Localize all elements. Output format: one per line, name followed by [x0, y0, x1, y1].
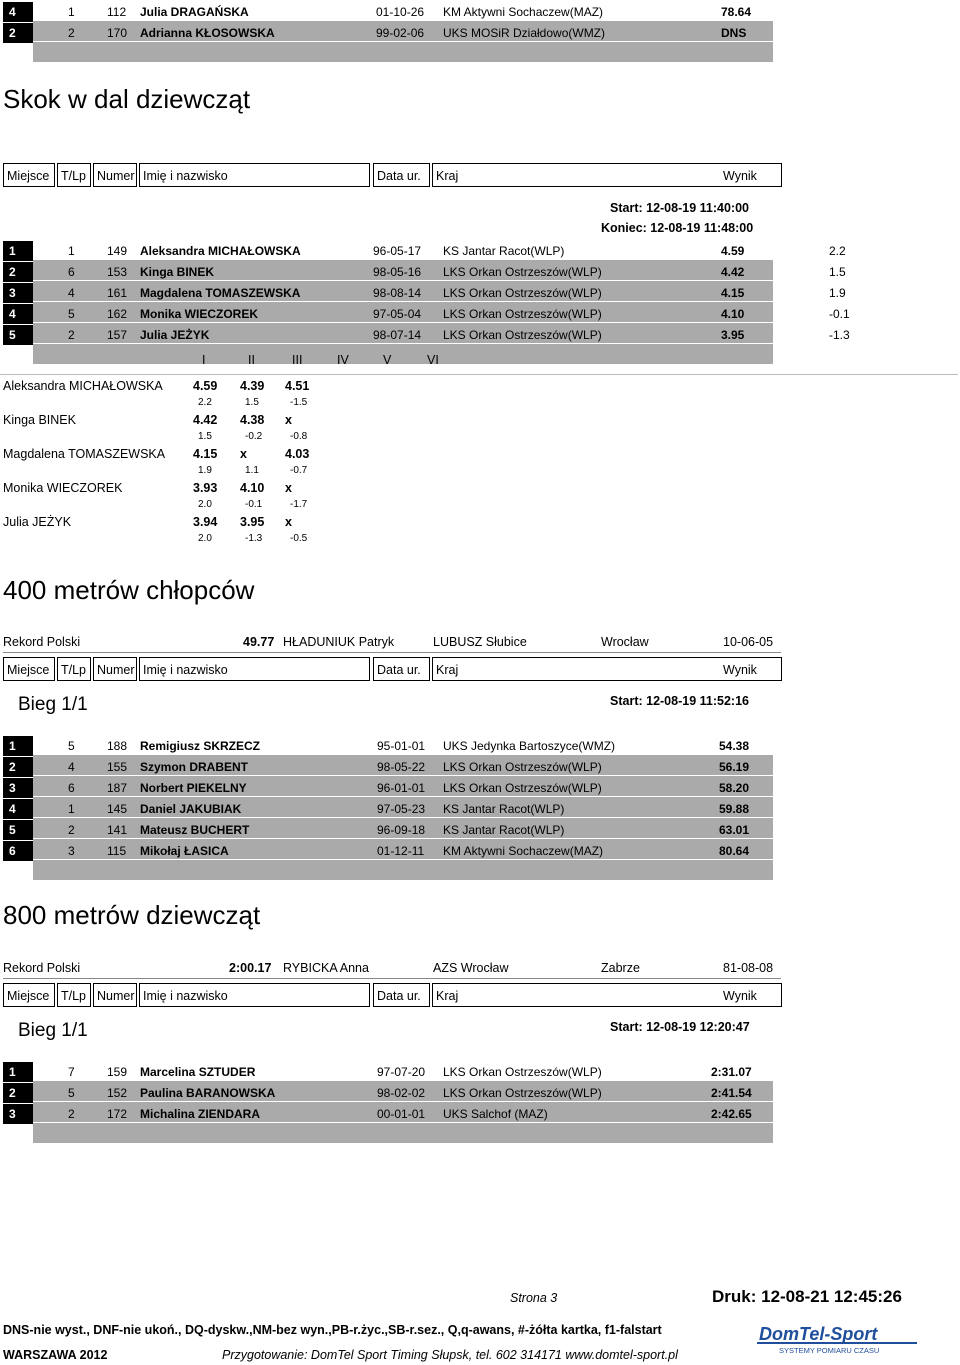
athlete-name: Julia JEŻYK [140, 328, 210, 342]
result-row [3, 820, 773, 840]
birth-date: 01-10-26 [376, 5, 425, 19]
place-badge: 2 [3, 757, 33, 777]
attempt-athlete-name: Kinga BINEK [3, 413, 76, 427]
result: 4.10 [721, 307, 745, 321]
athlete-name: Daniel JAKUBIAK [140, 802, 242, 816]
attempt-header: VI [427, 353, 439, 367]
wind: 2.2 [829, 244, 846, 258]
club: KS Jantar Racot(WLP) [443, 823, 565, 837]
birth-date: 97-05-04 [373, 307, 422, 321]
section-title-800m: 800 metrów dziewcząt [3, 900, 261, 930]
result: 4.15 [721, 286, 745, 300]
result: 54.38 [719, 739, 750, 753]
lane-number: 6 [68, 265, 75, 279]
header-dob: Data ur. [373, 163, 430, 187]
attempt-mark: 3.95 [240, 515, 265, 529]
attempt-mark: 4.03 [285, 447, 310, 461]
result: 2:41.54 [711, 1086, 752, 1100]
heat-label: Bieg 1/1 [18, 694, 88, 715]
club: LKS Orkan Ostrzeszów(WLP) [443, 1065, 602, 1079]
athlete-name: Mateusz BUCHERT [140, 823, 250, 837]
header-club-result-box [432, 657, 782, 681]
lane-number: 5 [68, 739, 75, 753]
start-time: Start: 12-08-19 11:52:16 [610, 694, 749, 708]
birth-date: 98-05-16 [373, 265, 422, 279]
logo-text: DomTel-Sport [759, 1324, 878, 1344]
result-row [3, 1062, 773, 1082]
result: 3.95 [721, 328, 745, 342]
header-name: Imię i nazwisko [139, 163, 370, 187]
birth-date: 01-12-11 [377, 844, 425, 858]
record-city: Wrocław [601, 635, 649, 649]
athlete-name: Michalina ZIENDARA [140, 1107, 261, 1121]
birth-date: 98-07-14 [373, 328, 422, 342]
club: LKS Orkan Ostrzeszów(WLP) [443, 286, 602, 300]
header-num: Numer [93, 983, 137, 1007]
bib-number: 172 [107, 1107, 128, 1121]
lane-number: 2 [68, 823, 75, 837]
header-dob: Data ur. [373, 657, 430, 681]
record-label: Rekord Polski [3, 635, 81, 649]
attempt-athlete-name: Monika WIECZOREK [3, 481, 123, 495]
birth-date: 98-02-02 [377, 1086, 426, 1100]
attempt-mark: 4.15 [193, 447, 218, 461]
header-num: Numer [93, 657, 137, 681]
record-row-400m [3, 632, 781, 653]
athlete-name: Marcelina SZTUDER [140, 1065, 256, 1079]
lane-number: 1 [68, 5, 75, 19]
attempt-athlete-name: Magdalena TOMASZEWSKA [3, 447, 166, 461]
heat-label: Bieg 1/1 [18, 1020, 88, 1041]
bib-number: 145 [107, 802, 128, 816]
club: LKS Orkan Ostrzeszów(WLP) [443, 307, 602, 321]
attempt-wind: -1.3 [245, 533, 263, 544]
athlete-name: Kinga BINEK [140, 265, 215, 279]
row-underline [33, 344, 773, 364]
lane-number: 1 [68, 802, 75, 816]
header-club: Kraj [436, 989, 459, 1003]
bib-number: 152 [107, 1086, 128, 1100]
club: LKS Orkan Ostrzeszów(WLP) [443, 265, 602, 279]
header-name: Imię i nazwisko [139, 657, 370, 681]
bib-number: 162 [107, 307, 128, 321]
athlete-name: Szymon DRABENT [140, 760, 249, 774]
lane-number: 5 [68, 307, 75, 321]
lane-number: 2 [68, 26, 75, 40]
record-holder: HŁADUNIUK Patryk [283, 635, 395, 649]
attempt-mark: 4.42 [193, 413, 218, 427]
bib-number: 187 [107, 781, 128, 795]
header-lp: T/Lp [57, 983, 91, 1007]
attempt-mark: 4.38 [240, 413, 265, 427]
result-row [3, 23, 773, 43]
header-lp: T/Lp [57, 163, 91, 187]
birth-date: 96-09-18 [377, 823, 426, 837]
place-badge: 2 [3, 1083, 33, 1103]
domtel-logo [757, 1322, 917, 1354]
club: UKS Salchof (MAZ) [443, 1107, 548, 1121]
header-place: Miejsce [3, 657, 55, 681]
row-underline [33, 1123, 773, 1143]
header-place: Miejsce [3, 163, 55, 187]
result: 63.01 [719, 823, 750, 837]
place-badge: 3 [3, 778, 33, 798]
attempt-header: IV [337, 353, 349, 367]
place-badge: 4 [3, 304, 33, 324]
header-num: Numer [93, 163, 137, 187]
birth-date: 96-01-01 [377, 781, 426, 795]
result-row [3, 325, 850, 345]
record-city: Zabrze [601, 961, 640, 975]
header-result: Wynik [723, 169, 757, 183]
result-row [3, 262, 846, 282]
prepared-by: Przygotowanie: DomTel Sport Timing Słupsk, tel. 602 314171 www.domtel-sport.pl [222, 1348, 678, 1362]
athlete-name: Monika WIECZOREK [140, 307, 259, 321]
header-result: Wynik [723, 989, 757, 1003]
header-club: Kraj [436, 663, 459, 677]
attempt-wind: -1.7 [290, 499, 308, 510]
bib-number: 161 [107, 286, 128, 300]
section-title-400m: 400 metrów chłopców [3, 575, 255, 605]
result-row [3, 736, 773, 756]
bib-number: 159 [107, 1065, 128, 1079]
attempt-mark: x [285, 413, 292, 427]
result: 59.88 [719, 802, 750, 816]
lane-number: 5 [68, 1086, 75, 1100]
place-badge: 3 [3, 1104, 33, 1124]
divider [0, 374, 958, 375]
bib-number: 112 [107, 5, 127, 19]
athlete-name: Julia DRAGAŃSKA [140, 5, 249, 19]
birth-date: 97-05-23 [377, 802, 426, 816]
wind: -1.3 [829, 328, 850, 342]
bib-number: 149 [107, 244, 128, 258]
row-underline [33, 860, 773, 880]
attempt-wind: 2.2 [198, 397, 212, 408]
result: 4.59 [721, 244, 745, 258]
logo-subtitle: SYSTEMY POMIARU CZASU [779, 1346, 880, 1354]
start-time: Start: 12-08-19 11:40:00 [610, 201, 749, 215]
lane-number: 4 [68, 760, 75, 774]
birth-date: 00-01-01 [377, 1107, 426, 1121]
bib-number: 155 [107, 760, 128, 774]
bib-number: 115 [107, 844, 127, 858]
result-row [3, 304, 850, 324]
attempt-wind: -1.5 [290, 397, 308, 408]
lane-number: 1 [68, 244, 75, 258]
result-row [3, 1104, 773, 1124]
attempt-wind: 2.0 [198, 533, 212, 544]
result-row [3, 1083, 773, 1103]
result-row [3, 841, 773, 861]
result-row [3, 799, 773, 819]
attempt-wind: -0.7 [290, 465, 308, 476]
header-club-result-box [432, 983, 782, 1007]
club: KM Aktywni Sochaczew(MAZ) [443, 844, 604, 858]
birth-date: 98-05-22 [377, 760, 426, 774]
lane-number: 2 [68, 328, 75, 342]
result-row [3, 757, 773, 777]
attempt-wind: -0.1 [245, 499, 263, 510]
record-row-800m [3, 958, 781, 979]
print-timestamp: Druk: 12-08-21 12:45:26 [712, 1287, 902, 1306]
attempt-mark: x [285, 515, 292, 529]
result: 2:42.65 [711, 1107, 752, 1121]
lane-number: 3 [68, 844, 75, 858]
place-badge: 2 [3, 23, 33, 43]
club: UKS MOSiR Działdowo(WMZ) [443, 26, 606, 40]
attempt-header: III [292, 353, 303, 367]
result: 80.64 [719, 844, 750, 858]
place-badge: 3 [3, 283, 33, 303]
place-badge: 4 [3, 799, 33, 819]
attempt-wind: 1.1 [245, 465, 259, 476]
attempt-athlete-name: Julia JEŻYK [3, 515, 72, 529]
attempt-mark: 4.59 [193, 379, 218, 393]
bib-number: 153 [107, 265, 128, 279]
place-badge: 1 [3, 736, 33, 756]
club: LKS Orkan Ostrzeszów(WLP) [443, 328, 602, 342]
attempt-wind: -0.8 [290, 431, 308, 442]
attempt-wind: 1.5 [245, 397, 259, 408]
place-badge: 6 [3, 841, 33, 861]
attempt-header: II [248, 353, 255, 367]
header-place: Miejsce [3, 983, 55, 1007]
attempt-mark: 3.94 [193, 515, 218, 529]
header-result: Wynik [723, 663, 757, 677]
attempt-wind: -0.2 [245, 431, 263, 442]
header-club: Kraj [436, 169, 459, 183]
place-badge: 1 [3, 1062, 33, 1082]
page-number: Strona 3 [510, 1291, 558, 1305]
attempt-mark: x [285, 481, 292, 495]
attempt-wind: -0.5 [290, 533, 308, 544]
section-title-long-jump: Skok w dal dziewcząt [3, 84, 251, 114]
club: LKS Orkan Ostrzeszów(WLP) [443, 781, 602, 795]
birth-date: 97-07-20 [377, 1065, 426, 1079]
abbreviations-legend: DNS-nie wyst., DNF-nie ukoń., DQ-dyskw.,NM-bez wyn.,PB-r.życ.,SB-r.sez., Q,q-awans, #-żółta kartka, f1-falstart [3, 1323, 662, 1337]
birth-date: 95-01-01 [377, 739, 426, 753]
attempt-mark: 4.39 [240, 379, 265, 393]
birth-date: 98-08-14 [373, 286, 422, 300]
attempt-wind: 2.0 [198, 499, 212, 510]
event-city-year: WARSZAWA 2012 [3, 1348, 108, 1362]
record-value: 2:00.17 [229, 961, 272, 975]
athlete-name: Norbert PIEKELNY [140, 781, 247, 795]
record-date: 10-06-05 [723, 635, 774, 649]
record-club: AZS Wrocław [433, 961, 509, 975]
attempt-mark: 4.51 [285, 379, 310, 393]
result-row [3, 2, 773, 22]
attempt-mark: x [240, 447, 247, 461]
athlete-name: Adrianna KŁOSOWSKA [140, 26, 275, 40]
record-value: 49.77 [243, 635, 275, 649]
bib-number: 170 [107, 26, 128, 40]
athlete-name: Magdalena TOMASZEWSKA [140, 286, 301, 300]
athlete-name: Aleksandra MICHAŁOWSKA [140, 244, 301, 258]
attempt-header: V [383, 353, 392, 367]
lane-number: 7 [68, 1065, 75, 1079]
lane-number: 2 [68, 1107, 75, 1121]
header-dob: Data ur. [373, 983, 430, 1007]
result-row [3, 283, 846, 303]
attempt-athlete-name: Aleksandra MICHAŁOWSKA [3, 379, 163, 393]
club: KS Jantar Racot(WLP) [443, 802, 565, 816]
bib-number: 141 [107, 823, 128, 837]
birth-date: 96-05-17 [373, 244, 422, 258]
bib-number: 157 [107, 328, 128, 342]
header-name: Imię i nazwisko [139, 983, 370, 1007]
wind: 1.9 [829, 286, 846, 300]
record-club: LUBUSZ Słubice [433, 635, 527, 649]
wind: 1.5 [829, 265, 846, 279]
result-row [3, 778, 773, 798]
club: UKS Jedynka Bartoszyce(WMZ) [443, 739, 616, 753]
attempt-mark: 3.93 [193, 481, 218, 495]
result: 2:31.07 [711, 1065, 752, 1079]
result: 78.64 [721, 5, 752, 19]
place-badge: 5 [3, 325, 33, 345]
wind: -0.1 [829, 307, 850, 321]
record-holder: RYBICKA Anna [283, 961, 369, 975]
lane-number: 6 [68, 781, 75, 795]
attempt-wind: 1.9 [198, 465, 212, 476]
athlete-name: Paulina BARANOWSKA [140, 1086, 276, 1100]
place-badge: 2 [3, 262, 33, 282]
bib-number: 188 [107, 739, 128, 753]
result: DNS [721, 26, 747, 40]
club: KM Aktywni Sochaczew(MAZ) [443, 5, 604, 19]
header-club-result-box [432, 163, 782, 187]
club: LKS Orkan Ostrzeszów(WLP) [443, 760, 602, 774]
attempt-header: I [202, 353, 206, 367]
result-row [3, 241, 846, 261]
birth-date: 99-02-06 [376, 26, 425, 40]
lane-number: 4 [68, 286, 75, 300]
attempt-mark: 4.10 [240, 481, 265, 495]
result: 58.20 [719, 781, 750, 795]
end-time: Koniec: 12-08-19 11:48:00 [601, 221, 754, 235]
club: KS Jantar Racot(WLP) [443, 244, 565, 258]
club: LKS Orkan Ostrzeszów(WLP) [443, 1086, 602, 1100]
place-badge: 5 [3, 820, 33, 840]
start-time: Start: 12-08-19 12:20:47 [610, 1020, 750, 1034]
attempt-wind: 1.5 [198, 431, 212, 442]
record-label: Rekord Polski [3, 961, 81, 975]
place-badge: 1 [3, 241, 33, 261]
athlete-name: Remigiusz SKRZECZ [140, 739, 261, 753]
header-lp: T/Lp [57, 657, 91, 681]
result: 4.42 [721, 265, 745, 279]
record-date: 81-08-08 [723, 961, 774, 975]
place-badge: 4 [3, 2, 33, 22]
athlete-name: Mikołaj ŁASICA [140, 844, 229, 858]
row-underline [33, 42, 773, 62]
result: 56.19 [719, 760, 750, 774]
